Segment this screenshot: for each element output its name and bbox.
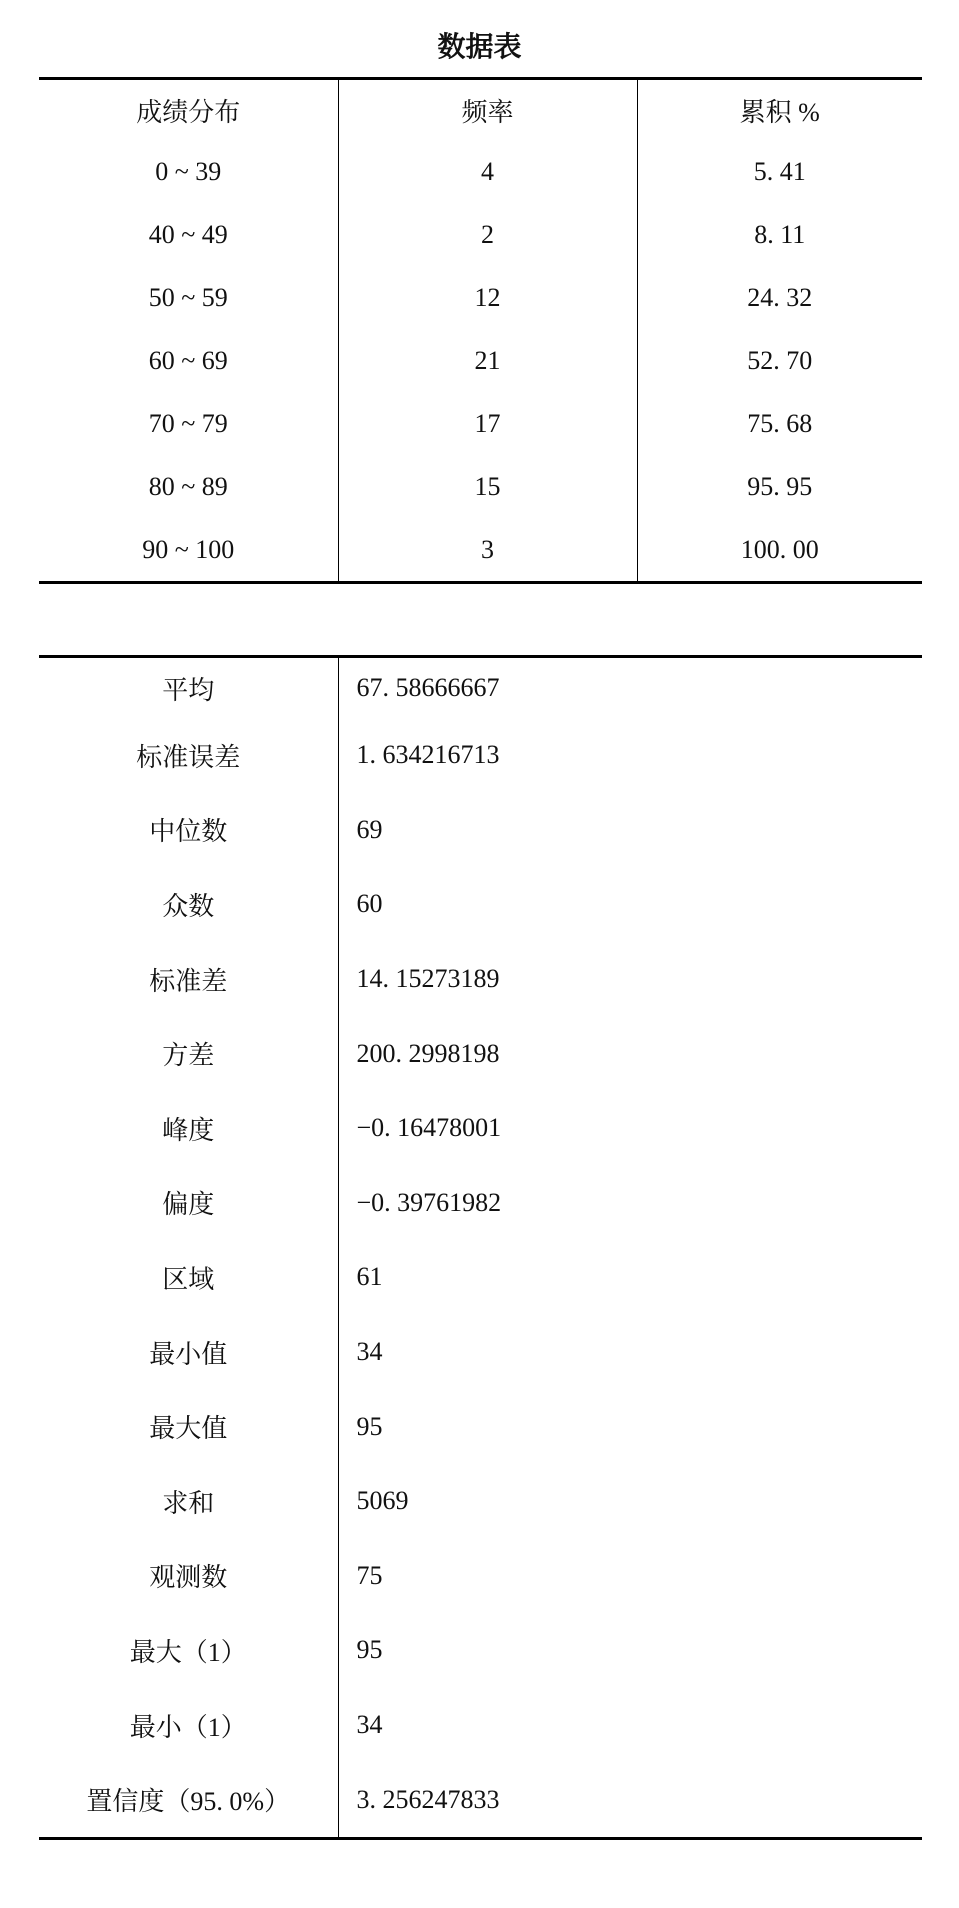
frequency-table — [39, 77, 922, 584]
table-row — [39, 1240, 922, 1315]
stat-value: 69 — [338, 793, 922, 868]
table-row — [39, 1613, 922, 1688]
table-row — [39, 793, 922, 868]
table-row — [39, 1688, 922, 1763]
stat-value: 95 — [338, 1389, 922, 1464]
table-row — [39, 1539, 922, 1614]
descriptive-statistics-table — [39, 655, 922, 1840]
cumulative-cell: 100. 00 — [637, 518, 922, 583]
stat-label: 观测数 — [149, 1563, 228, 1593]
stat-label: 最小值 — [149, 1339, 228, 1369]
header-cumulative-percent: 累积 % — [637, 79, 922, 141]
table-row — [39, 942, 922, 1017]
score-range-cell: 70 ~ 79 — [148, 408, 228, 438]
stat-label: 最小（1） — [129, 1712, 247, 1742]
stat-label: 标准差 — [149, 966, 228, 996]
score-range-cell: 90 ~ 100 — [142, 534, 235, 564]
cumulative-cell: 52. 70 — [637, 329, 922, 392]
table-row — [39, 518, 922, 583]
score-range-cell: 40 ~ 49 — [148, 219, 228, 249]
stat-value: 34 — [338, 1688, 922, 1763]
frequency-cell: 21 — [338, 329, 637, 392]
score-range-cell: 80 ~ 89 — [148, 471, 228, 501]
stat-value: 61 — [338, 1240, 922, 1315]
stat-label: 标准误差 — [136, 742, 241, 772]
stat-value: 67. 58666667 — [338, 657, 922, 719]
table-row — [39, 455, 922, 518]
frequency-cell: 15 — [338, 455, 637, 518]
stat-value: −0. 39761982 — [338, 1166, 922, 1241]
stat-label: 众数 — [162, 891, 215, 921]
table-row — [39, 1315, 922, 1390]
score-range-cell: 0 ~ 39 — [155, 156, 222, 186]
table-row — [39, 140, 922, 203]
table-row — [39, 718, 922, 793]
stat-value: 75 — [338, 1539, 922, 1614]
stat-value: −0. 16478001 — [338, 1091, 922, 1166]
table-row — [39, 392, 922, 455]
stat-value: 3. 256247833 — [338, 1762, 922, 1838]
frequency-cell: 2 — [338, 203, 637, 266]
stat-label: 最大（1） — [129, 1637, 247, 1667]
table-row — [39, 867, 922, 942]
stat-value: 1. 634216713 — [338, 718, 922, 793]
cumulative-cell: 8. 11 — [637, 203, 922, 266]
stat-value: 95 — [338, 1613, 922, 1688]
stat-label: 最大值 — [149, 1414, 228, 1444]
cumulative-cell: 75. 68 — [637, 392, 922, 455]
cumulative-cell: 24. 32 — [637, 266, 922, 329]
score-range-cell: 50 ~ 59 — [148, 282, 228, 312]
header-frequency: 频率 — [338, 79, 637, 141]
table-row — [39, 1762, 922, 1838]
stat-value: 60 — [338, 867, 922, 942]
score-range-cell: 60 ~ 69 — [148, 345, 228, 375]
frequency-cell: 12 — [338, 266, 637, 329]
stat-value: 200. 2998198 — [338, 1016, 922, 1091]
frequency-cell: 17 — [338, 392, 637, 455]
stat-value: 14. 15273189 — [338, 942, 922, 1017]
table-row — [39, 266, 922, 329]
header-score-range: 成绩分布 — [136, 97, 241, 127]
page-title: 数据表 — [437, 32, 522, 63]
cumulative-cell: 5. 41 — [637, 140, 922, 203]
stat-label: 区域 — [162, 1264, 215, 1294]
frequency-cell: 3 — [338, 518, 637, 583]
table-row — [39, 203, 922, 266]
stat-label: 中位数 — [149, 817, 228, 847]
stat-label: 求和 — [162, 1488, 215, 1518]
table-row — [39, 1016, 922, 1091]
table-row — [39, 1091, 922, 1166]
table-row — [39, 1166, 922, 1241]
stat-label: 方差 — [162, 1041, 215, 1071]
table-row — [39, 1389, 922, 1464]
cumulative-cell: 95. 95 — [637, 455, 922, 518]
stat-label: 平均 — [162, 675, 215, 705]
stat-label: 偏度 — [162, 1190, 215, 1220]
table-row — [39, 657, 922, 719]
table-row — [39, 1464, 922, 1539]
stat-label: 置信度（95. 0%） — [86, 1787, 291, 1817]
frequency-table-header — [39, 79, 922, 141]
frequency-cell: 4 — [338, 140, 637, 203]
stat-value: 34 — [338, 1315, 922, 1390]
table-row — [39, 329, 922, 392]
stat-value: 5069 — [338, 1464, 922, 1539]
stat-label: 峰度 — [162, 1115, 215, 1145]
